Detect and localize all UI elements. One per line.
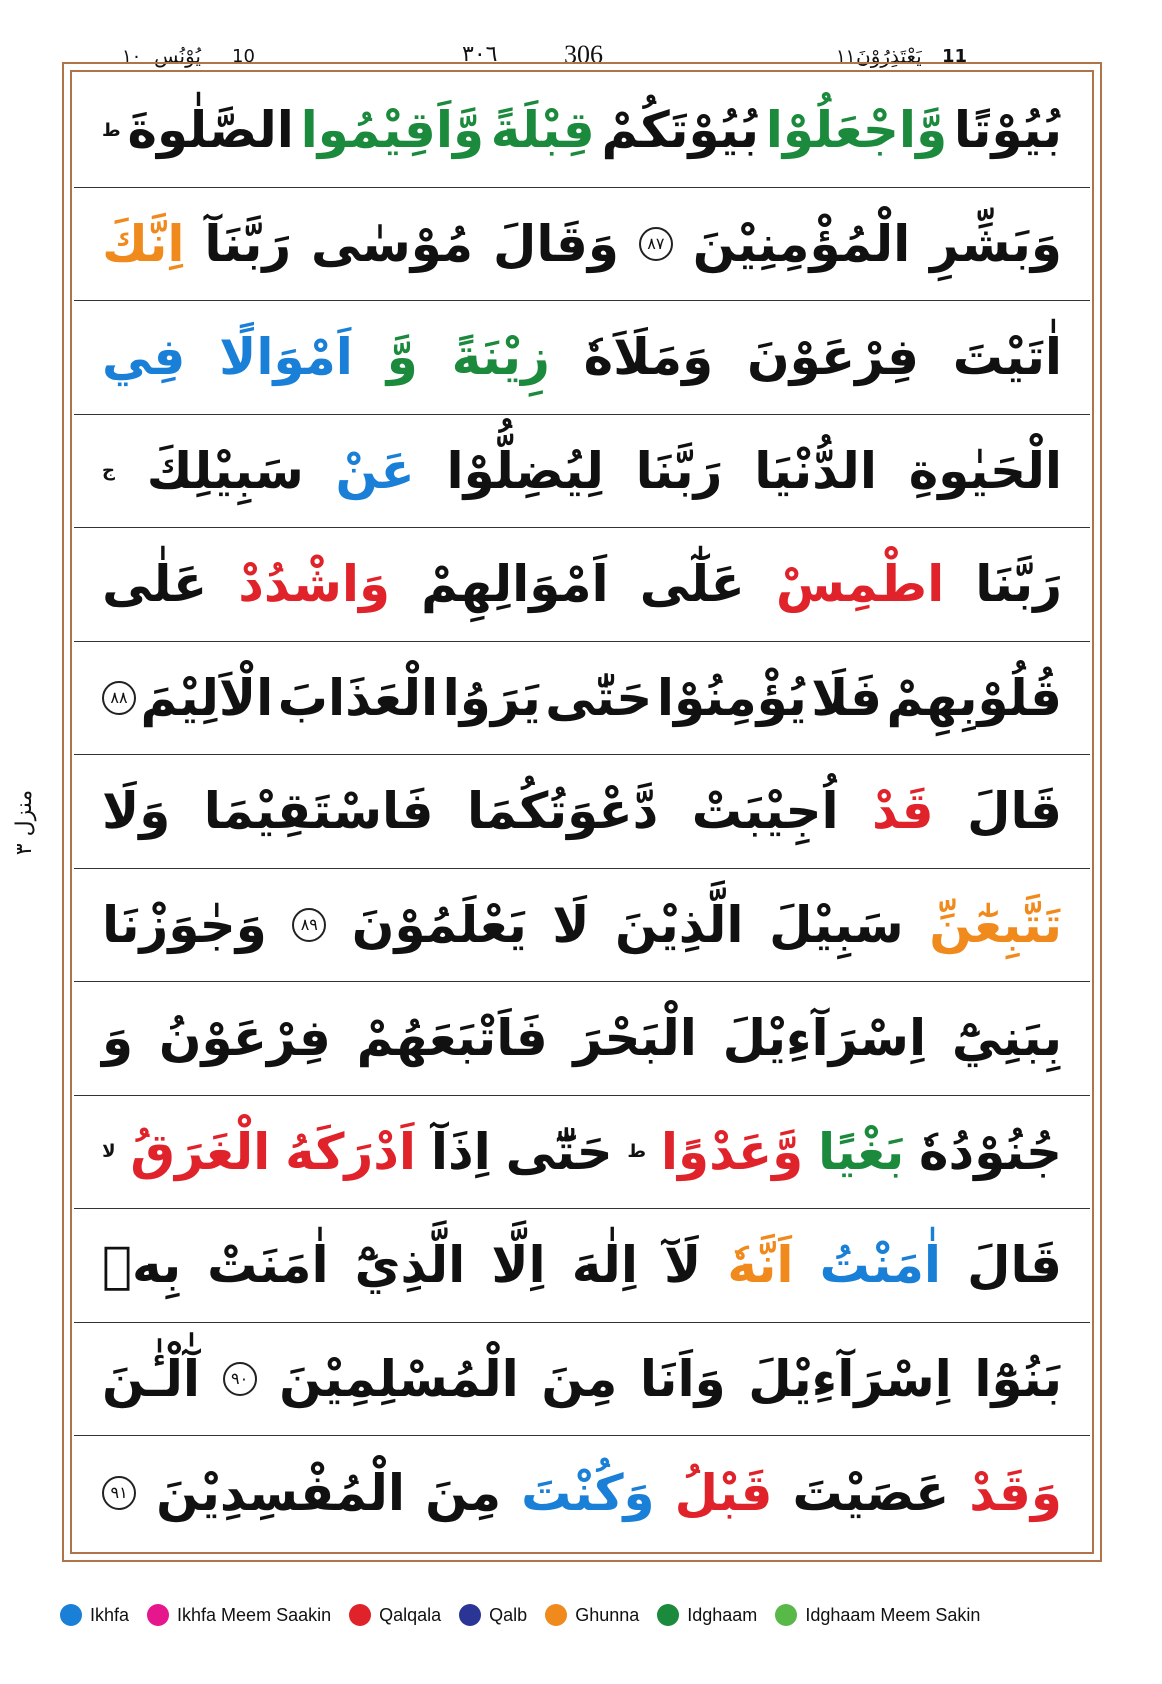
word: اَنَّهٗ xyxy=(727,1236,794,1295)
manzil-side-label xyxy=(2,780,62,870)
page-number: 306 xyxy=(564,40,603,69)
text-line-5 xyxy=(74,528,1090,642)
pause-mark: لا xyxy=(102,1141,116,1163)
word: فِرْعَوْنَ xyxy=(746,328,919,387)
legend-dot xyxy=(459,1604,481,1626)
legend-dot xyxy=(349,1604,371,1626)
word: الْبَحْرَ xyxy=(573,1009,697,1068)
ayah-number-marker: ٨٩ xyxy=(292,908,326,942)
word: الْمُؤْمِنِيْنَ xyxy=(692,214,911,273)
word: وَلَا xyxy=(102,782,171,841)
word: اَمْوَالِهِمْ xyxy=(421,555,609,614)
word: الْمُفْسِدِيْنَ xyxy=(156,1463,406,1522)
word: الَّذِيْنَ xyxy=(614,895,744,954)
word: رَبَّنَا xyxy=(975,555,1062,614)
word: اِنَّكَ xyxy=(102,214,185,273)
ayah-number-marker: ٨٨ xyxy=(102,681,136,715)
word: مِنَ xyxy=(425,1463,502,1522)
word: وَّ xyxy=(386,328,418,387)
word: الْمُسْلِمِيْنَ xyxy=(279,1349,519,1408)
legend-label: Ghunna xyxy=(575,1604,640,1625)
tajweed-color-legend xyxy=(60,1600,1110,1630)
text-line-12 xyxy=(74,1323,1090,1437)
text-line-9 xyxy=(74,982,1090,1096)
text-line-7 xyxy=(74,755,1090,869)
text-line-11 xyxy=(74,1209,1090,1323)
legend-label: Ikhfa xyxy=(90,1604,130,1625)
text-line-6 xyxy=(74,642,1090,756)
word: قَالَ xyxy=(967,782,1062,841)
surah-number-left: 10 xyxy=(232,46,255,67)
word: اِذَآ xyxy=(430,1122,491,1181)
surah-number-arabic-left: ١٠ xyxy=(122,46,142,67)
word: اِسْرَآءِيْلَ xyxy=(748,1349,952,1408)
word: فَاسْتَقِيْمَا xyxy=(203,782,434,841)
word: اَمْوَالًا xyxy=(219,328,353,387)
word: تَتَّبِعٰٓنِّ xyxy=(929,895,1062,954)
pause-mark: ط xyxy=(102,119,121,141)
text-line-1 xyxy=(74,74,1090,188)
legend-label: Idghaam Meem Sakin xyxy=(805,1604,981,1625)
word: اٰمَنْتُ xyxy=(819,1236,942,1295)
word: فَاَتْبَعَهُمْ xyxy=(356,1009,548,1068)
legend-item-ghunna xyxy=(545,1604,639,1626)
word: بَنُوْٓا xyxy=(974,1349,1062,1408)
legend-item-ikhfa xyxy=(60,1604,129,1626)
juz-number-arabic-right: ١١ xyxy=(836,46,856,67)
word: بَغْيًا xyxy=(818,1122,905,1181)
word: آٰلْـٰٔنَ xyxy=(102,1349,201,1408)
legend-label: Idghaam xyxy=(687,1604,758,1625)
text-line-13 xyxy=(74,1436,1090,1550)
word: الْعَذَابَ xyxy=(277,668,439,727)
word: وَّعَدْوًا xyxy=(660,1122,804,1181)
word: اِلٰهَ xyxy=(571,1236,638,1295)
word: اطْمِسْ xyxy=(775,555,945,614)
pause-mark: ط xyxy=(627,1141,647,1163)
word: قُلُوْبِهِمْ xyxy=(886,668,1062,727)
word: حَتّٰٓى xyxy=(505,1122,613,1181)
juz-name-right: يَعْتَذِرُوْنَ xyxy=(856,44,922,68)
quran-text-area xyxy=(74,74,1090,1550)
ayah-number-marker: ٨٧ xyxy=(639,227,673,261)
pause-mark: ج xyxy=(102,460,115,482)
word: رَبَّنَآ xyxy=(204,214,292,273)
word: وَّاَقِيْمُوا xyxy=(300,101,485,160)
word: وَ xyxy=(102,1009,134,1068)
word: وَبَشِّرِ xyxy=(930,214,1062,273)
word: وَقَالَ xyxy=(492,214,619,273)
legend-label: Ikhfa Meem Saakin xyxy=(177,1604,332,1625)
ayah-number-marker: ٩٠ xyxy=(223,1362,257,1396)
word: وَّاجْعَلُوْا xyxy=(765,101,948,160)
legend-item-idghaam xyxy=(657,1604,757,1626)
word: سَبِيْلِكَ xyxy=(146,441,304,500)
word: اِلَّا xyxy=(491,1236,546,1295)
word: لِيُضِلُّوْا xyxy=(446,441,604,500)
word: قِبْلَةً xyxy=(490,101,595,160)
text-line-3 xyxy=(74,301,1090,415)
surah-name-left: يُوْنُس xyxy=(154,44,201,68)
legend-dot xyxy=(60,1604,82,1626)
word: دَّعْوَتُكُمَا xyxy=(466,782,659,841)
word: فَلَا xyxy=(811,668,882,727)
word: يَعْلَمُوْنَ xyxy=(351,895,527,954)
page-number-arabic: ٣٠٦ xyxy=(462,42,498,67)
legend-item-qalb xyxy=(459,1604,527,1626)
legend-item-ikhfa-meem-saakin xyxy=(147,1604,331,1626)
word: يُؤْمِنُوْا xyxy=(656,668,807,727)
text-line-2 xyxy=(74,188,1090,302)
word: وَاشْدُدْ xyxy=(238,555,391,614)
word: الَّذِيْٓ xyxy=(354,1236,466,1295)
word: عَصَيْتَ xyxy=(792,1463,950,1522)
word: اُجِيْبَتْ xyxy=(691,782,839,841)
word: مِنَ xyxy=(541,1349,618,1408)
juz-number-right: 11 xyxy=(942,46,968,67)
word: وَكُنْتَ xyxy=(521,1463,655,1522)
word: لَآ xyxy=(664,1236,702,1295)
legend-label: Qalqala xyxy=(379,1604,442,1625)
word: وَاَنَا xyxy=(639,1349,726,1408)
word: الْغَرَقُ xyxy=(130,1122,271,1181)
word: عَلٰٓى xyxy=(639,555,745,614)
word: يَرَوُا xyxy=(442,668,541,727)
word: بِبَنِيْٓ xyxy=(951,1009,1062,1068)
word: اٰمَنَتْ xyxy=(207,1236,329,1295)
legend-item-qalqala xyxy=(349,1604,441,1626)
word: فِي xyxy=(102,328,186,387)
word: الْحَيٰوةِ xyxy=(908,441,1062,500)
legend-dot xyxy=(545,1604,567,1626)
legend-dot xyxy=(657,1604,679,1626)
legend-dot xyxy=(775,1604,797,1626)
word: بُيُوْتًا xyxy=(953,101,1062,160)
word: جُنُوْدُهٗ xyxy=(919,1122,1062,1181)
text-line-4 xyxy=(74,415,1090,529)
word: اٰتَيْتَ xyxy=(952,328,1062,387)
legend-dot xyxy=(147,1604,169,1626)
text-line-10 xyxy=(74,1096,1090,1210)
word: سَبِيْلَ xyxy=(769,895,904,954)
word: اَدْرَكَهُ xyxy=(285,1122,417,1181)
word: بُيُوْتَكُمْ xyxy=(601,101,760,160)
ayah-number-marker: ٩١ xyxy=(102,1476,136,1510)
word: لَا xyxy=(552,895,590,954)
word: فِرْعَوْنُ xyxy=(158,1009,331,1068)
word: بِهٖ xyxy=(102,1236,182,1295)
word: قَبْلُ xyxy=(674,1463,773,1522)
legend-item-idghaam-meem-sakin xyxy=(775,1604,980,1626)
word: وَمَلَاَهٗ xyxy=(583,328,714,387)
word: حَتّٰى xyxy=(545,668,653,727)
word: قَدْ xyxy=(872,782,934,841)
word: وَجٰوَزْنَا xyxy=(102,895,267,954)
word: مُوْسٰى xyxy=(311,214,474,273)
manzil-label: منزل ٣ xyxy=(12,789,38,856)
word: وَقَدْ xyxy=(969,1463,1062,1522)
word: زِيْنَةً xyxy=(451,328,550,387)
word: الدُّنْيَا xyxy=(754,441,877,500)
word: عَنْ xyxy=(335,441,415,500)
word: عَلٰى xyxy=(102,555,208,614)
text-line-8 xyxy=(74,869,1090,983)
word: اِسْرَآءِيْلَ xyxy=(722,1009,927,1068)
word: قَالَ xyxy=(967,1236,1062,1295)
word: الْاَلِيْمَ xyxy=(140,668,274,727)
word: الصَّلٰوةَ xyxy=(127,101,294,160)
word: رَبَّنَا xyxy=(635,441,723,500)
legend-label: Qalb xyxy=(489,1604,528,1625)
